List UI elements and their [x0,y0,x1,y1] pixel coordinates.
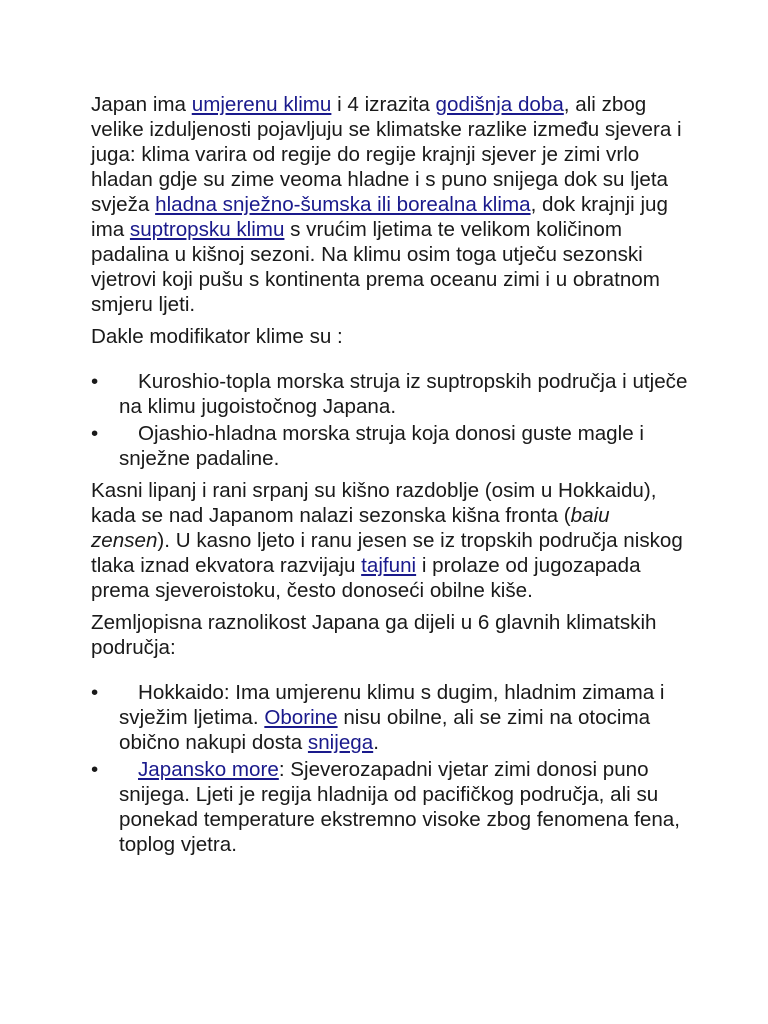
link-japansko-more[interactable]: Japansko more [138,758,279,781]
climate-regions-list [91,680,691,857]
text-span: s vrućim ljetima te velikom količinom padalina u kišnoj sezoni. Na klimu osim toga utječu sezonski vjetrovi koji pušu s kontinenta prema oceanu zimi i u obratnom smjeru ljeti. [91,218,660,316]
text-span: ). U kasno ljeto i ranu jesen se iz tropskih područja niskog tlaka iznad ekvatora razvijaju [91,529,683,577]
intro-paragraph [91,92,691,317]
text-span: , ali zbog velike izduljenosti pojavljuju se klimatske razlike između sjevera i juga: klima varira od regije do regije krajnji sjever je zimi vrlo hladan gdje su zime veoma hladne i s puno snijega dok su ljeta svježa [91,93,682,216]
regions-lead-paragraph: Zemljopisna raznolikost Japana ga dijeli u 6 glavnih klimatskih područja: [91,611,657,659]
list-item [91,421,691,471]
link-snijega[interactable]: snijega [307,731,374,754]
bullet-icon: • [91,758,99,781]
link-umjerenu-klimu[interactable]: umjerenu klimu [191,93,332,116]
list-item-text: Ojashio-hladna morska struja koja donosi guste magle i snježne padaline. [119,422,644,470]
list-item-japansko-more [91,757,691,857]
list-item-hokkaido [91,680,691,755]
text-span: Kasni lipanj i rani srpanj su kišno razdoblje (osim u Hokkaidu), kada se nad Japanom nalazi sezonska kišna fronta ( [91,479,657,527]
text-span: Hokkaido: Ima umjerenu klimu s dugim, hladnim zimama i svježim ljetima. [119,681,665,729]
text-span: nisu obilne, ali se zimi na otocima obično nakupi dosta [119,706,651,754]
link-suptropska-klima[interactable]: suptropsku klimu [129,218,285,241]
text-span: : Sjeverozapadni vjetar zimi donosi puno snijega. Ljeti je regija hladnija od pacifičkog područja, ali su ponekad temperature ekstremno visoke zbog fenomena fena, toplog vjetra. [119,758,680,856]
list-item-text: Kuroshio-topla morska struja iz suptropskih područja i utječe na klimu jugoistočnog Japana. [119,370,688,418]
rainy-season-paragraph [91,478,691,603]
text-span: Japan ima [91,93,192,116]
text-span: . [373,731,379,754]
bullet-icon: • [91,681,99,704]
document-page [91,92,691,863]
link-godisnja-doba[interactable]: godišnja doba [435,93,564,116]
text-span: i prolaze od jugozapada prema sjeveroistoku, često donoseći obilne kiše. [91,554,641,602]
text-span: i 4 izrazita [331,93,436,116]
bullet-icon: • [91,422,99,445]
italic-term: baiu zensen [91,504,610,552]
climate-modifiers-list [91,369,691,471]
modifiers-lead-paragraph: Dakle modifikator klime su : [91,325,343,348]
link-tajfuni[interactable]: tajfuni [361,554,417,577]
bullet-icon: • [91,370,99,393]
link-oborine[interactable]: Oborine [264,706,338,729]
text-span: , dok krajnji jug ima [91,193,668,241]
list-item [91,369,691,419]
link-borealna-klima[interactable]: hladna snježno-šumska ili borealna klima [155,193,531,216]
